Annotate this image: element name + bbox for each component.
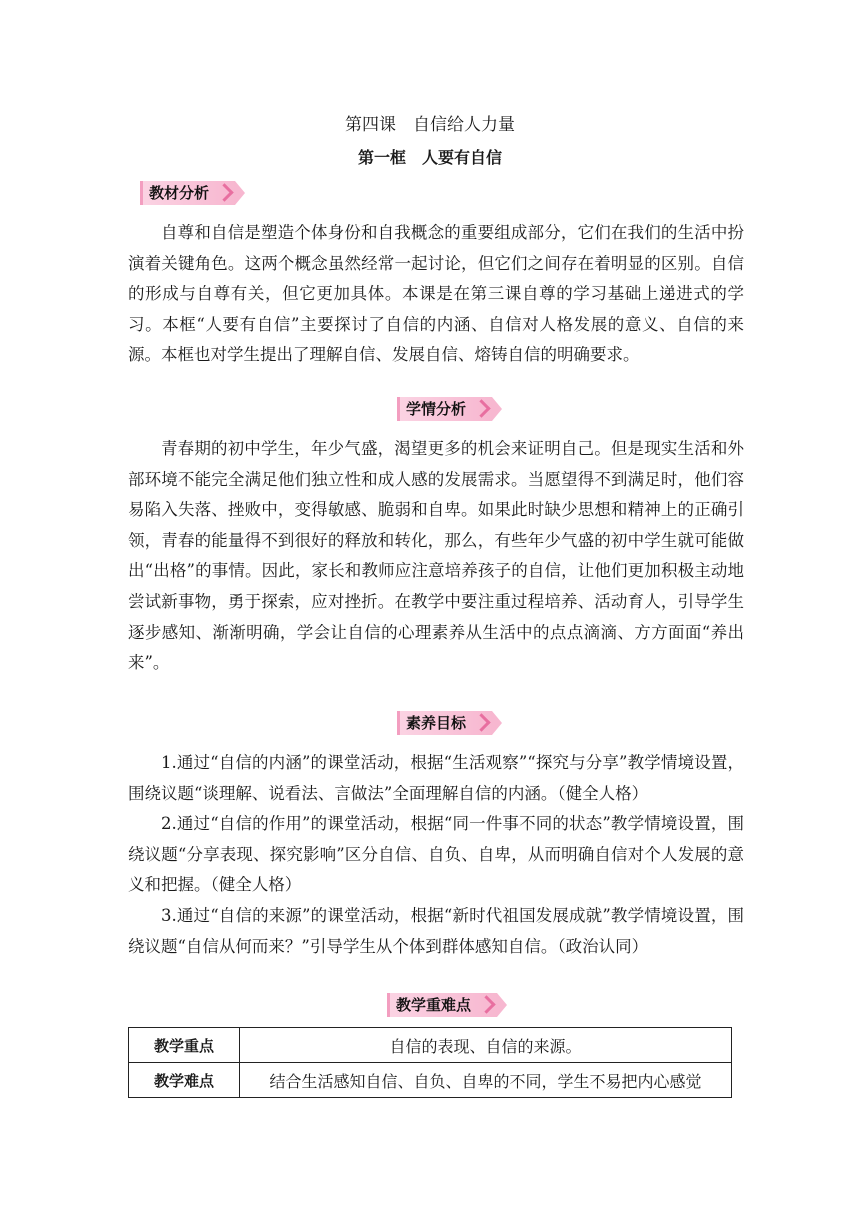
table-cell-label: 教学重点 [129, 1028, 240, 1063]
heading-student-analysis: 学情分析 [397, 397, 492, 421]
heading-material-analysis: 教材分析 [140, 181, 235, 205]
table-cell-label: 教学难点 [129, 1063, 240, 1098]
goal-item-2: 2.通过“自信的作用”的课堂活动，根据“同一件事不同的状态”教学情境设置，围绕议题“分享表现、探究影响”区分自信、自负、自卑，从而明确自信对个人发展的意义和把握。（健全人格） [128, 814, 744, 895]
table-row [129, 1028, 732, 1063]
goal-item-1: 1.通过“自信的内涵”的课堂活动，根据“生活观察”“探究与分享”教学情境设置，围绕议题“谈理解、说看法、言做法”全面理解自信的内涵。（健全人格） [128, 753, 744, 803]
table-row [129, 1063, 732, 1098]
material-analysis-text: 自尊和自信是塑造个体身份和自我概念的重要组成部分，它们在我们的生活中扮演着关键角色。这两个概念虽然经常一起讨论，但它们之间存在着明显的区别。自信的形成与自尊有关，但它更加具体。本课是在第三课自尊的学习基础上递进式的学习。本框“人要有自信”主要探讨了自信的内涵、自信对人格发展的意义、自信的来源。本框也对学生提出了理解自信、发展自信、熔铸自信的明确要求。 [128, 223, 744, 365]
heading-key-difficulties: 教学重难点 [387, 993, 497, 1017]
literacy-goals-list [128, 748, 744, 962]
heading-literacy-goals: 素养目标 [397, 711, 492, 735]
section-title: 第一框 人要有自信 [357, 148, 502, 167]
goal-item-3: 3.通过“自信的来源”的课堂活动，根据“新时代祖国发展成就”教学情境设置，围绕议题“自信从何而来？”引导学生从个体到群体感知自信。（政治认同） [128, 905, 744, 956]
table-cell-value: 自信的表现、自信的来源。 [240, 1028, 732, 1063]
student-analysis-text: 青春期的初中学生，年少气盛，渴望更多的机会来证明自己。但是现实生活和外部环境不能完全满足他们独立性和成人感的发展需求。当愿望得不到满足时，他们容易陷入失落、挫败中，变得敏感、脆弱和自卑。如果此时缺少思想和精神上的正确引领，青春的能量得不到很好的释放和转化，那么，有些年少气盛的初中学生就可能做出“出格”的事情。因此，家长和教师应注意培养孩子的自信，让他们更加积极主动地尝试新事物，勇于探索，应对挫折。在教学中要注重过程培养、活动育人，引导学生逐步感知、渐渐明确，学会让自信的心理素养从生活中的点点滴滴、方方面面“养出来”。 [128, 439, 744, 673]
key-difficulties-table [128, 1027, 732, 1098]
table-cell-value: 结合生活感知自信、自负、自卑的不同，学生不易把内心感觉 [240, 1063, 732, 1098]
lesson-title: 第四课 自信给人力量 [345, 115, 515, 135]
